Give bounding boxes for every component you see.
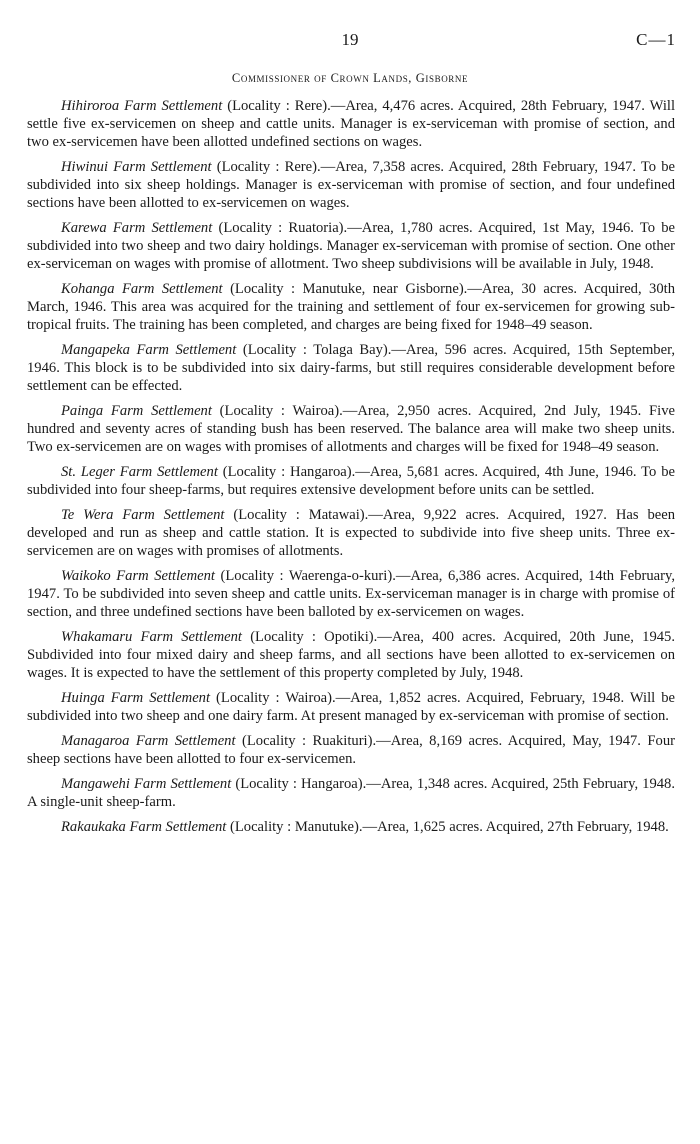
settlement-entry-kohanga <box>27 280 675 334</box>
entry-name: Mangawehi Farm Settlement <box>61 776 232 792</box>
entry-name: Hiwinui Farm Settlement <box>61 159 212 175</box>
entry-text: (Locality : Rere).—Area, 4,476 acres. Acquired, 28th February, 1947. Will settle five ex-servicemen on sheep and cattle units. Manager is ex-serviceman with promise of section, and two ex-servicemen have been allotted undefined sections on wages. <box>27 98 675 150</box>
entry-name: St. Leger Farm Settlement <box>61 464 218 480</box>
settlement-entry-rakaukaka <box>27 818 675 836</box>
entry-name: Hihiroroa Farm Settlement <box>61 98 223 114</box>
settlement-entry-karewa <box>27 219 675 273</box>
entry-text: (Locality : Hangaroa).—Area, 1,348 acres. Acquired, 25th February, 1948. A single-unit sheep-farm. <box>27 776 676 810</box>
entry-text: (Locality : Matawai).—Area, 9,922 acres. Acquired, 1927. Has been developed and run as sheep and cattle station. It is expected to subdivide into five sheep units. Three ex-servicemen are on wages with promises of allotments. <box>27 507 676 559</box>
entry-name: Karewa Farm Settlement <box>61 220 213 236</box>
entry-text: (Locality : Ruakituri).—Area, 8,169 acres. Acquired, May, 1947. Four sheep sections have been allotted to four ex-servicemen. <box>27 733 675 767</box>
settlement-entry-huinga <box>27 689 675 725</box>
entry-name: Huinga Farm Settlement <box>61 690 211 706</box>
entry-name: Te Wera Farm Settlement <box>61 507 225 523</box>
entry-name: Waikoko Farm Settlement <box>61 568 215 584</box>
entry-name: Painga Farm Settlement <box>61 403 212 419</box>
entry-text: (Locality : Hangaroa).—Area, 5,681 acres. Acquired, 4th June, 1946. To be subdivided into four sheep-farms, but requires extensive development before units can be settled. <box>27 464 675 498</box>
settlement-entry-hiwinui <box>27 158 675 212</box>
entry-name: Kohanga Farm Settlement <box>61 281 223 297</box>
entry-text: (Locality : Wairoa).—Area, 1,852 acres. Acquired, February, 1948. Will be subdivided into two sheep and one dairy farm. At present managed by ex-serviceman with promise of section. <box>27 690 675 724</box>
entry-text: (Locality : Manutuke).—Area, 1,625 acres. Acquired, 27th February, 1948. <box>226 819 669 835</box>
entry-text: (Locality : Rere).—Area, 7,358 acres. Acquired, 28th February, 1947. To be subdivided into six sheep holdings. Manager is ex-serviceman with promise of section, and four undefined sections have been allotted to ex-servicemen on wages. <box>27 159 676 211</box>
section-heading: Commissioner of Crown Lands, Gisborne <box>231 71 469 85</box>
entry-name: Rakaukaka Farm Settlement <box>61 819 227 835</box>
entry-name: Whakamaru Farm Settlement <box>61 629 242 645</box>
entry-name: Mangapeka Farm Settlement <box>61 342 237 358</box>
page-header <box>0 30 700 56</box>
entry-text: (Locality : Tolaga Bay).—Area, 596 acres. Acquired, 15th September, 1946. This block is to be subdivided into six dairy-farms, but still requires considerable development before settlement can be effected. <box>27 342 675 394</box>
entry-text: (Locality : Opotiki).—Area, 400 acres. Acquired, 20th June, 1945. Subdivided into four mixed dairy and sheep farms, and all sections have been allotted to ex-servicemen on wages. It is expected to have the settlement of this property completed by July, 1948. <box>27 629 675 681</box>
settlement-entry-whakamaru <box>27 628 675 682</box>
settlement-entry-te-wera <box>27 506 675 560</box>
settlement-entry-mangawehi <box>27 775 675 811</box>
settlement-entries <box>27 97 675 843</box>
settlement-entry-waikoko <box>27 567 675 621</box>
settlement-entry-mangapeka <box>27 341 675 395</box>
settlement-entry-painga <box>27 402 675 456</box>
entry-text: (Locality : Waerenga-o-kuri).—Area, 6,386 acres. Acquired, 14th February, 1947. To be subdivided into seven sheep and cattle units. Ex-serviceman manager is in charge with promise of section, and three undefined sections have been balloted by ex-servicemen on wages. <box>27 568 675 620</box>
settlement-entry-managaroa <box>27 732 675 768</box>
entry-text: (Locality : Manutuke, near Gisborne).—Area, 30 acres. Acquired, 30th March, 1946. This area was acquired for the training and settlement of four ex-servicemen for growing sub-tropical fruits. The training has been completed, and charges are being fixed for 1948–49 season. <box>27 281 676 333</box>
entry-text: (Locality : Ruatoria).—Area, 1,780 acres. Acquired, 1st May, 1946. To be subdivided into two sheep and two dairy holdings. Manager ex-serviceman with promise of section. One other ex-serviceman on wages with promise of allotment. Two sheep subdivisions will be available in July, 1948. <box>27 220 675 272</box>
entry-text: (Locality : Wairoa).—Area, 2,950 acres. Acquired, 2nd July, 1945. Five hundred and seventy acres of standing bush has been reserved. The balance area will make two sheep units. Two ex-servicemen are on wages with promises of allotments and charges will be fixed for 1948–49 season. <box>27 403 675 455</box>
settlement-entry-hihiroroa <box>27 97 675 151</box>
page-number: 19 <box>341 30 359 49</box>
entry-name: Managaroa Farm Settlement <box>61 733 236 749</box>
settlement-entry-st-leger <box>27 463 675 499</box>
section-code: C—1 <box>636 30 676 49</box>
